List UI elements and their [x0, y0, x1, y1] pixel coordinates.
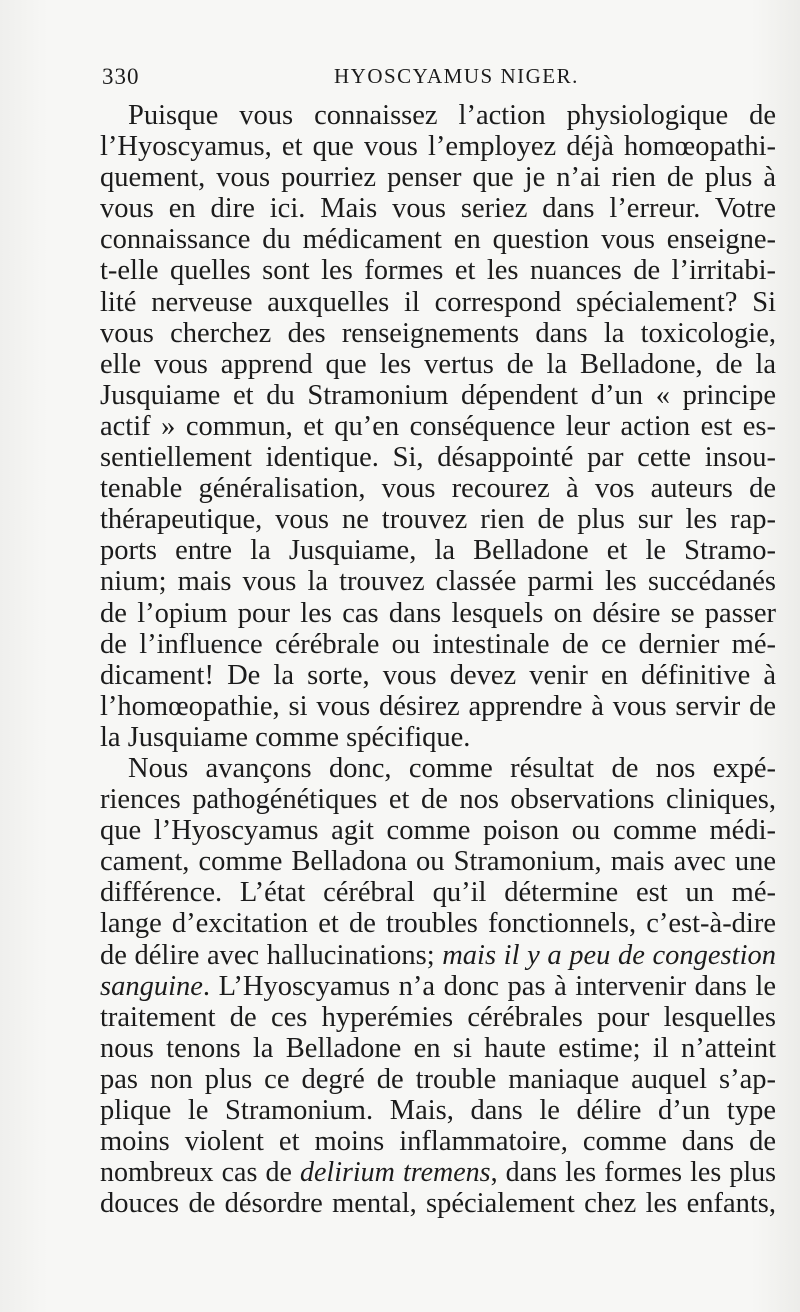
text-line: Nous avançons donc, comme résultat de nos expé-: [128, 752, 776, 784]
text-line: l’Hyoscyamus, et que vous l’employez déjà homœopathi-: [100, 131, 776, 163]
text-line: nium; mais vous la trouvez classée parmi les succédanés: [100, 566, 776, 598]
text-line: de l’opium pour les cas dans lesquels on désire se passer: [100, 597, 776, 629]
text-line: t-elle quelles sont les formes et les nuances de l’irritabi-: [100, 255, 776, 287]
text-line: la Jusquiame comme spécifique.: [100, 721, 471, 753]
text-line: que l’Hyoscyamus agit comme poison ou comme médi-: [100, 815, 776, 847]
text-line: vous cherchez des renseignements dans la toxicologie,: [100, 317, 776, 349]
text-line: douces de désordre mental, spécialement chez les enfants,: [100, 1188, 776, 1220]
text-line: nous tenons la Belladone en si haute estime; il n’atteint: [100, 1032, 776, 1064]
text-line: traitement de ces hyperémies cérébrales pour lesquelles: [100, 1001, 776, 1033]
running-title: HYOSCYAMUS NIGER.: [334, 64, 579, 88]
text-line: plique le Stramonium. Mais, dans le délire d’un type: [100, 1095, 776, 1126]
text-line: sentiellement identique. Si, désappointé par cette insou-: [100, 442, 776, 474]
text-run: . L’Hyoscyamus n’a donc pas à intervenir dans le: [202, 970, 776, 1002]
text-line: thérapeutique, vous ne trouvez rien de plus sur les rap-: [100, 504, 776, 536]
italic-text: sanguine: [100, 970, 203, 1002]
text-line: dicament! De la sorte, vous devez venir en définitive à: [100, 659, 776, 691]
text-line: ports entre la Jusquiame, la Belladone et le Stramo-: [100, 535, 776, 567]
text-line: actif » commun, et qu’en conséquence leur action est es-: [100, 410, 776, 442]
text-line: tenable généralisation, vous recourez à vos auteurs de: [100, 473, 776, 505]
text-line: cament, comme Belladona ou Stramonium, mais avec une: [100, 846, 776, 878]
text-line: [100, 940, 776, 971]
text-line: [100, 1157, 776, 1188]
text-line: pas non plus ce degré de trouble maniaque auquel s’ap-: [100, 1063, 776, 1095]
text-line: lange d’excitation et de troubles fonctionnels, c’est-à-dire: [100, 908, 776, 940]
text-run: , dans les formes les plus: [490, 1157, 776, 1189]
paragraph-1: [100, 100, 776, 753]
text-line: quement, vous pourriez penser que je n’ai rien de plus à: [100, 162, 776, 194]
text-line: Jusquiame et du Stramonium dépendent d’un « principe: [100, 379, 776, 411]
text-line: différence. L’état cérébral qu’il détermine est un mé-: [100, 877, 776, 909]
text-line: riences pathogénétiques et de nos observations cliniques,: [100, 784, 776, 816]
text-line: de l’influence cérébrale ou intestinale de ce dernier mé-: [100, 628, 776, 660]
text-line: connaissance du médicament en question vous enseigne-: [100, 224, 776, 256]
page-header: [102, 64, 762, 96]
text-line: l’homœopathie, si vous désirez apprendre à vous servir de: [100, 690, 776, 722]
text-line: elle vous apprend que les vertus de la Belladone, de la: [100, 348, 776, 380]
body-text: [100, 100, 776, 1219]
text-run: nombreux cas de: [100, 1157, 300, 1189]
paragraph-2: [100, 753, 776, 1219]
text-line: lité nerveuse auxquelles il correspond spécialement? Si: [100, 286, 776, 318]
text-run: de délire avec hallucinations;: [100, 939, 443, 971]
text-line: vous en dire ici. Mais vous seriez dans l’erreur. Votre: [100, 193, 776, 225]
text-line: [100, 971, 776, 1002]
italic-text: mais il y a peu de congestion: [442, 939, 776, 971]
text-line: Puisque vous connaissez l’action physiologique de: [128, 100, 776, 131]
page-number: 330: [102, 64, 140, 89]
italic-text: delirium tremens: [299, 1157, 491, 1189]
text-line: moins violent et moins inflammatoire, comme dans de: [100, 1126, 776, 1158]
